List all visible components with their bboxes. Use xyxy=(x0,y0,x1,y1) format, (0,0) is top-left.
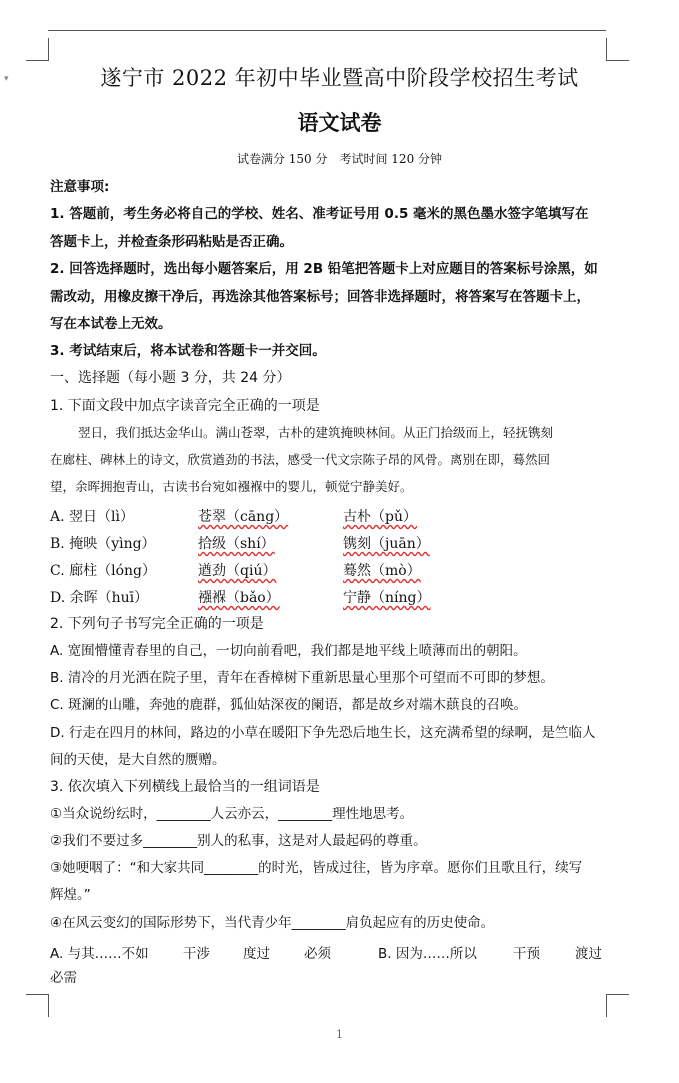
q2-option-a: A. 宽囿懵懂青春里的自己，一切向前看吧，我们都是地平线上喷薄而出的朝阳。 xyxy=(50,643,527,659)
q1-option-b1: B. 掩映（yìng） xyxy=(50,536,156,552)
q3-sentence-1: ①当众说纷纭时，________人云亦云，________理性地思考。 xyxy=(50,806,414,822)
exam-title: 遂宁市 2022 年初中毕业暨高中阶段学校招生考试 xyxy=(100,66,579,90)
page-number: 1 xyxy=(336,1028,343,1041)
q3-sentence-4: ④在风云变幻的国际形势下，当代青少年________肩负起应有的历史使命。 xyxy=(50,915,495,931)
q2-option-c: C. 斑澜的山雕，奔弛的鹿群，狐仙姑深夜的阑语，都是故乡对端木蕻良的召唤。 xyxy=(50,697,528,713)
notes-line: 需改动，用橡皮擦干净后，再选涂其他答案标号；回答非选择题时，将答案写在答题卡上， xyxy=(50,289,590,305)
passage-line: 在廊柱、碑林上的诗文，欣赏遒劲的书法，感受一代文宗陈子昂的风骨。离别在即，蓦然回 xyxy=(50,452,551,467)
q3-option-b-word4: 必需 xyxy=(50,970,77,986)
passage-line: 望，余晖拥抱青山，古读书台宛如襁褓中的婴儿，顿觉宁静美好。 xyxy=(50,479,413,494)
q3-option-b-word3: 渡过 xyxy=(575,946,602,962)
q3-sentence-2: ②我们不要过多________别人的私事，这是对人最起码的尊重。 xyxy=(50,833,427,849)
q3-sentence-3-cont: 辉煌。” xyxy=(50,887,91,903)
q1-option-b3: 镌刻（juān） xyxy=(343,536,430,552)
q3-option-a-word3: 度过 xyxy=(243,946,270,962)
notes-heading: 注意事项: xyxy=(50,179,110,195)
q3-option-b-word2: 干预 xyxy=(513,946,540,962)
q3-sentence-3: ③她哽咽了：“和大家共同________的时光，皆成过往，皆为序章。愿你们且歌且行，续写 xyxy=(50,860,583,876)
q3-option-b-conj: B. 因为……所以 xyxy=(378,946,477,962)
exam-meta: 试卷满分 150 分 考试时间 120 分钟 xyxy=(236,152,443,166)
section-heading: 一、选择题（每小题 3 分，共 24 分） xyxy=(50,370,291,386)
question-2-stem: 2. 下列句子书写完全正确的一项是 xyxy=(50,616,264,632)
notes-line: 写在本试卷上无效。 xyxy=(50,316,172,332)
notes-line: 1. 答题前，考生务必将自己的学校、姓名、准考证号用 0.5 毫米的黑色墨水签字笔填写在 xyxy=(50,206,589,222)
q1-option-c3: 蓦然（mò） xyxy=(343,563,421,579)
notes-line: 2. 回答选择题时，选出每小题答案后，用 2B 铅笔把答题卡上对应题目的答案标号涂黑，如 xyxy=(50,261,598,277)
q2-option-d-cont: 间的天使，是大自然的赝赠。 xyxy=(50,752,226,768)
subject-title: 语文试卷 xyxy=(297,110,382,135)
q1-option-d2: 襁褓（bǎo） xyxy=(198,590,280,606)
q1-option-a2: 苍翠（cāng） xyxy=(198,509,289,525)
notes-line: 答题卡上，并检查条形码粘贴是否正确。 xyxy=(50,234,293,250)
question-3-stem: 3. 依次填入下列横线上最恰当的一组词语是 xyxy=(50,779,320,795)
q2-option-b: B. 清冷的月光洒在院子里，青年在香樟树下重新思量心里那个可望而不可即的梦想。 xyxy=(50,670,554,686)
q1-option-c2: 遒劲（qiú） xyxy=(198,563,277,579)
collapse-arrow-icon[interactable]: ▾ xyxy=(4,74,9,84)
q1-option-c1: C. 廊柱（lóng） xyxy=(50,563,156,579)
q1-option-d1: D. 余晖（huī） xyxy=(50,590,149,606)
corner-mark-bottom-right xyxy=(606,994,629,1017)
q1-option-a1: A. 翌日（lì） xyxy=(50,509,134,525)
corner-mark-top-left xyxy=(26,38,49,61)
q1-option-a3: 古朴（pǔ） xyxy=(343,509,417,525)
top-border-line xyxy=(48,30,606,31)
q2-option-d: D. 行走在四月的林间，路边的小草在暖阳下争先恐后地生长，这充满希望的绿啊，是竺临人 xyxy=(50,725,596,741)
q3-option-a-word4: 必须 xyxy=(304,946,331,962)
notes-line: 3. 考试结束后，将本试卷和答题卡一并交回。 xyxy=(50,343,326,359)
corner-mark-top-right xyxy=(606,38,629,61)
question-1-stem: 1. 下面文段中加点字读音完全正确的一项是 xyxy=(50,398,320,414)
q3-option-a-conj: A. 与其……不如 xyxy=(50,946,149,962)
q3-option-a-word2: 干涉 xyxy=(183,946,210,962)
corner-mark-bottom-left xyxy=(26,994,49,1017)
q1-option-b2: 拾级（shí） xyxy=(198,536,275,552)
q1-option-d3: 宁静（níng） xyxy=(343,590,431,606)
passage-line: 翌日，我们抵达金华山。满山苍翠，古朴的建筑掩映林间。从正门拾级而上，轻抚镌刻 xyxy=(78,425,554,440)
